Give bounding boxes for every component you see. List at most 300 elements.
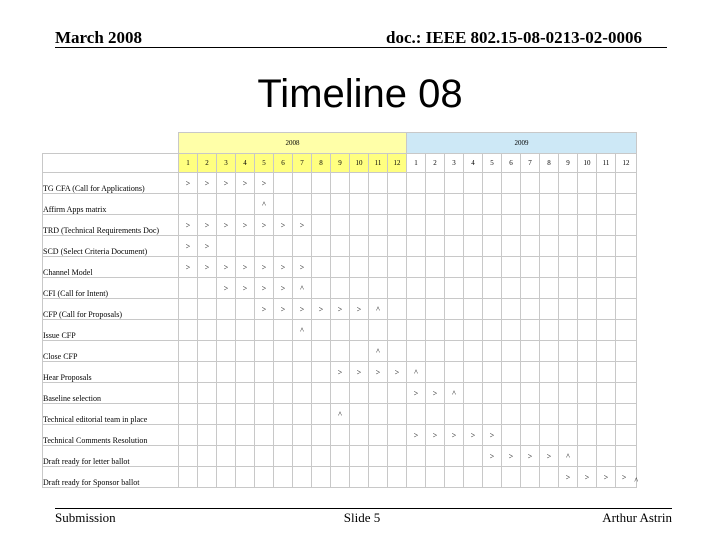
- timeline-cell: [445, 299, 464, 320]
- progress-marker: >: [350, 299, 369, 320]
- timeline-cell: [521, 362, 540, 383]
- milestone-marker: ^: [559, 446, 578, 467]
- timeline-cell: [312, 404, 331, 425]
- progress-marker: >: [198, 257, 217, 278]
- progress-marker: >: [236, 257, 255, 278]
- timeline-cell: [407, 341, 426, 362]
- timeline-cell: [255, 236, 274, 257]
- timeline-cell: [578, 173, 597, 194]
- timeline-cell: [616, 362, 637, 383]
- progress-marker: >: [445, 425, 464, 446]
- timeline-cell: [597, 257, 616, 278]
- month-header: 4: [236, 154, 255, 173]
- timeline-cell: [331, 215, 350, 236]
- timeline-cell: [236, 320, 255, 341]
- month-header: 4: [464, 154, 483, 173]
- month-header: 5: [483, 154, 502, 173]
- timeline-cell: [540, 467, 559, 488]
- timeline-cell: [445, 215, 464, 236]
- progress-marker: >: [236, 278, 255, 299]
- timeline-cell: [312, 425, 331, 446]
- month-header: 2: [426, 154, 445, 173]
- month-header: 3: [217, 154, 236, 173]
- timeline-cell: [559, 362, 578, 383]
- timeline-cell: [331, 341, 350, 362]
- timeline-cell: [578, 236, 597, 257]
- timeline-cell: [502, 299, 521, 320]
- month-header: 2: [198, 154, 217, 173]
- year-row-spacer: [43, 133, 179, 154]
- timeline-cell: [217, 383, 236, 404]
- progress-marker: >: [198, 173, 217, 194]
- footer-slide-number: Slide 5: [343, 510, 381, 525]
- timeline-cell: [369, 194, 388, 215]
- timeline-cell: [483, 173, 502, 194]
- timeline-cell: [540, 236, 559, 257]
- timeline-cell: [559, 341, 578, 362]
- timeline-cell: [274, 425, 293, 446]
- progress-marker: >: [540, 446, 559, 467]
- timeline-cell: [407, 194, 426, 215]
- timeline-cell: [255, 404, 274, 425]
- timeline-cell: [274, 383, 293, 404]
- timeline-cell: [597, 383, 616, 404]
- timeline-cell: [274, 194, 293, 215]
- task-label: SCD (Select Criteria Document): [43, 236, 179, 257]
- timeline-cell: [540, 341, 559, 362]
- timeline-cell: [331, 194, 350, 215]
- timeline-cell: [502, 404, 521, 425]
- timeline-cell: [483, 467, 502, 488]
- progress-marker: >: [179, 215, 198, 236]
- progress-marker: >: [293, 257, 312, 278]
- timeline-cell: [616, 257, 637, 278]
- timeline-cell: [198, 341, 217, 362]
- timeline-cell: [616, 236, 637, 257]
- timeline-cell: [521, 257, 540, 278]
- timeline-cell: [483, 278, 502, 299]
- timeline-cell: [464, 404, 483, 425]
- timeline-cell: [464, 341, 483, 362]
- timeline-cell: [350, 404, 369, 425]
- timeline-cell: [198, 362, 217, 383]
- timeline-cell: [179, 194, 198, 215]
- timeline-cell: [388, 320, 407, 341]
- timeline-cell: [179, 446, 198, 467]
- timeline-cell: [559, 383, 578, 404]
- month-header: 12: [616, 154, 637, 173]
- timeline-cell: [483, 320, 502, 341]
- timeline-cell: [312, 383, 331, 404]
- progress-marker: >: [217, 173, 236, 194]
- milestone-marker: ^: [255, 194, 274, 215]
- timeline-cell: [236, 467, 255, 488]
- timeline-cell: [369, 173, 388, 194]
- timeline-cell: [407, 299, 426, 320]
- timeline-cell: [597, 446, 616, 467]
- task-label: TG CFA (Call for Applications): [43, 173, 179, 194]
- month-header: 6: [502, 154, 521, 173]
- timeline-cell: [578, 257, 597, 278]
- timeline-cell: [312, 341, 331, 362]
- timeline-cell: [559, 299, 578, 320]
- timeline-cell: [293, 467, 312, 488]
- timeline-cell: [331, 173, 350, 194]
- task-label: Technical editorial team in place: [43, 404, 179, 425]
- timeline-cell: [426, 215, 445, 236]
- timeline-cell: [578, 362, 597, 383]
- timeline-cell: [350, 383, 369, 404]
- month-header: 3: [445, 154, 464, 173]
- timeline-cell: [312, 215, 331, 236]
- timeline-cell: [236, 446, 255, 467]
- timeline-cell: [559, 215, 578, 236]
- timeline-cell: [312, 236, 331, 257]
- timeline-cell: [616, 341, 637, 362]
- timeline-cell: [388, 236, 407, 257]
- timeline-cell: [293, 446, 312, 467]
- timeline-cell: [312, 194, 331, 215]
- timeline-cell: [445, 404, 464, 425]
- timeline-cell: [445, 173, 464, 194]
- timeline-cell: [616, 299, 637, 320]
- timeline-cell: [502, 341, 521, 362]
- timeline-cell: [255, 446, 274, 467]
- timeline-cell: [331, 236, 350, 257]
- timeline-cell: [198, 425, 217, 446]
- timeline-cell: [521, 383, 540, 404]
- timeline-cell: [217, 236, 236, 257]
- timeline-cell: [464, 362, 483, 383]
- timeline-cell: [369, 467, 388, 488]
- timeline-cell: [521, 320, 540, 341]
- timeline-cell: [445, 194, 464, 215]
- timeline-cell: [540, 257, 559, 278]
- timeline-cell: [179, 299, 198, 320]
- timeline-cell: [236, 362, 255, 383]
- timeline-cell: [255, 467, 274, 488]
- progress-marker: >: [198, 236, 217, 257]
- timeline-table: [42, 132, 637, 488]
- timeline-cell: [426, 194, 445, 215]
- timeline-cell: [616, 173, 637, 194]
- timeline-cell: [236, 383, 255, 404]
- timeline-cell: [559, 194, 578, 215]
- timeline-cell: [540, 425, 559, 446]
- timeline-cell: [426, 362, 445, 383]
- timeline-cell: [312, 320, 331, 341]
- timeline-cell: [597, 278, 616, 299]
- timeline-cell: [312, 362, 331, 383]
- timeline-cell: [426, 446, 445, 467]
- timeline-cell: [236, 404, 255, 425]
- timeline-cell: [445, 236, 464, 257]
- timeline-cell: [426, 236, 445, 257]
- timeline-cell: [464, 173, 483, 194]
- progress-marker: >: [578, 467, 597, 488]
- timeline-cell: [597, 320, 616, 341]
- timeline-cell: [407, 215, 426, 236]
- timeline-cell: [502, 257, 521, 278]
- timeline-cell: [483, 194, 502, 215]
- progress-marker: >: [521, 446, 540, 467]
- timeline-cell: [445, 446, 464, 467]
- timeline-cell: [312, 467, 331, 488]
- footer-submission: Submission: [55, 510, 116, 525]
- timeline-cell: [198, 278, 217, 299]
- timeline-cell: [597, 215, 616, 236]
- timeline-cell: [540, 299, 559, 320]
- year-header-2009: 2009: [407, 133, 637, 154]
- timeline-cell: [274, 362, 293, 383]
- task-label: CFP (Call for Proposals): [43, 299, 179, 320]
- timeline-cell: [597, 299, 616, 320]
- timeline-cell: [274, 236, 293, 257]
- timeline-cell: [407, 278, 426, 299]
- timeline-cell: [578, 194, 597, 215]
- timeline-cell: [578, 299, 597, 320]
- timeline-cell: [293, 383, 312, 404]
- timeline-cell: [369, 446, 388, 467]
- month-header: 10: [578, 154, 597, 173]
- timeline-cell: [217, 299, 236, 320]
- timeline-cell: [350, 446, 369, 467]
- timeline-cell: [274, 320, 293, 341]
- timeline-cell: [407, 173, 426, 194]
- timeline-cell: [388, 383, 407, 404]
- timeline-cell: [521, 341, 540, 362]
- timeline-cell: [426, 278, 445, 299]
- header-divider: [55, 47, 667, 48]
- timeline-cell: [236, 194, 255, 215]
- timeline-cell: [616, 383, 637, 404]
- timeline-cell: [274, 404, 293, 425]
- timeline-cell: [597, 425, 616, 446]
- timeline-cell: [559, 236, 578, 257]
- timeline-row: [43, 173, 637, 194]
- timeline-cell: [350, 173, 369, 194]
- timeline-row: [43, 425, 637, 446]
- progress-marker: >: [255, 299, 274, 320]
- month-header: 7: [521, 154, 540, 173]
- timeline-row: [43, 236, 637, 257]
- timeline-cell: [236, 425, 255, 446]
- timeline-cell: [445, 341, 464, 362]
- timeline-cell: [540, 320, 559, 341]
- timeline-cell: [559, 257, 578, 278]
- timeline-cell: [331, 320, 350, 341]
- timeline-cell: [426, 257, 445, 278]
- month-header: 5: [255, 154, 274, 173]
- timeline-cell: [521, 425, 540, 446]
- task-label: Issue CFP: [43, 320, 179, 341]
- timeline-cell: [312, 278, 331, 299]
- timeline-cell: [559, 320, 578, 341]
- timeline-row: [43, 320, 637, 341]
- timeline-cell: [331, 257, 350, 278]
- task-label: Close CFP: [43, 341, 179, 362]
- task-label: Draft ready for letter ballot: [43, 446, 179, 467]
- timeline-cell: [464, 278, 483, 299]
- timeline-cell: [369, 215, 388, 236]
- timeline-cell: [521, 173, 540, 194]
- month-header: 6: [274, 154, 293, 173]
- timeline-cell: [426, 341, 445, 362]
- timeline-cell: [179, 404, 198, 425]
- timeline-cell: [559, 278, 578, 299]
- timeline-cell: [350, 236, 369, 257]
- month-header: 9: [331, 154, 350, 173]
- timeline-cell: [407, 257, 426, 278]
- timeline-cell: [502, 215, 521, 236]
- timeline-cell: [312, 446, 331, 467]
- timeline-cell: [388, 404, 407, 425]
- timeline-cell: [445, 257, 464, 278]
- timeline-cell: [464, 299, 483, 320]
- timeline-cell: [464, 194, 483, 215]
- timeline-cell: [198, 320, 217, 341]
- progress-marker: >: [255, 215, 274, 236]
- timeline-cell: [540, 278, 559, 299]
- timeline-cell: [559, 404, 578, 425]
- timeline-cell: [350, 194, 369, 215]
- timeline-cell: [255, 320, 274, 341]
- progress-marker: >: [559, 467, 578, 488]
- timeline-row: [43, 194, 637, 215]
- timeline-cell: [521, 278, 540, 299]
- progress-marker: >: [179, 236, 198, 257]
- timeline-cell: [559, 425, 578, 446]
- progress-marker: >: [464, 425, 483, 446]
- timeline-cell: [407, 404, 426, 425]
- task-label: TRD (Technical Requirements Doc): [43, 215, 179, 236]
- timeline-cell: [179, 467, 198, 488]
- timeline-cell: [578, 341, 597, 362]
- timeline-cell: [483, 404, 502, 425]
- timeline-cell: [369, 257, 388, 278]
- timeline-cell: [198, 404, 217, 425]
- timeline-cell: [521, 467, 540, 488]
- timeline-cell: [502, 173, 521, 194]
- timeline-cell: [445, 467, 464, 488]
- task-label: Technical Comments Resolution: [43, 425, 179, 446]
- timeline-row: [43, 362, 637, 383]
- timeline-row: [43, 341, 637, 362]
- progress-marker: >: [255, 173, 274, 194]
- progress-marker: >: [255, 257, 274, 278]
- task-label: Draft ready for Sponsor ballot: [43, 467, 179, 488]
- progress-marker: >: [274, 257, 293, 278]
- timeline-cell: [578, 446, 597, 467]
- timeline-row: [43, 215, 637, 236]
- timeline-cell: [312, 257, 331, 278]
- timeline-row: [43, 299, 637, 320]
- header-doc-id: doc.: IEEE 802.15-08-0213-02-0006: [386, 28, 642, 47]
- progress-marker: >: [426, 383, 445, 404]
- timeline-cell: [578, 425, 597, 446]
- timeline-cell: [616, 278, 637, 299]
- footer-divider: [55, 508, 672, 509]
- timeline-cell: [236, 236, 255, 257]
- progress-marker: >: [274, 299, 293, 320]
- progress-marker: >: [293, 299, 312, 320]
- progress-marker: >: [217, 257, 236, 278]
- timeline-cell: [217, 341, 236, 362]
- timeline-cell: [483, 236, 502, 257]
- progress-marker: >: [179, 257, 198, 278]
- timeline-cell: [331, 383, 350, 404]
- timeline-cell: [198, 383, 217, 404]
- timeline-cell: [502, 467, 521, 488]
- month-header: 12: [388, 154, 407, 173]
- timeline-cell: [198, 446, 217, 467]
- timeline-cell: [331, 446, 350, 467]
- progress-marker: >: [483, 446, 502, 467]
- month-row-label: [43, 154, 179, 173]
- timeline-cell: [236, 341, 255, 362]
- timeline-cell: [540, 194, 559, 215]
- timeline-cell: [331, 467, 350, 488]
- timeline-cell: [578, 383, 597, 404]
- timeline-cell: [502, 194, 521, 215]
- timeline-cell: [597, 404, 616, 425]
- month-header: 10: [350, 154, 369, 173]
- task-label: CFI (Call for Intent): [43, 278, 179, 299]
- timeline-cell: [502, 320, 521, 341]
- progress-marker: >: [198, 215, 217, 236]
- timeline-cell: [331, 425, 350, 446]
- progress-marker: >: [331, 362, 350, 383]
- timeline-cell: [540, 383, 559, 404]
- progress-marker: >: [274, 215, 293, 236]
- progress-marker: >: [274, 278, 293, 299]
- progress-marker: >: [407, 425, 426, 446]
- timeline-cell: [179, 341, 198, 362]
- timeline-cell: [293, 425, 312, 446]
- timeline-cell: [350, 341, 369, 362]
- timeline-cell: [521, 404, 540, 425]
- timeline-cell: [388, 425, 407, 446]
- timeline-cell: [274, 446, 293, 467]
- progress-marker: >: [217, 278, 236, 299]
- timeline-cell: [407, 467, 426, 488]
- timeline-cell: [293, 404, 312, 425]
- timeline-cell: [521, 299, 540, 320]
- milestone-marker: ^: [369, 341, 388, 362]
- timeline-cell: [217, 194, 236, 215]
- timeline-cell: [274, 467, 293, 488]
- timeline-cell: [198, 194, 217, 215]
- timeline-row: [43, 467, 637, 488]
- timeline-cell: [350, 257, 369, 278]
- timeline-cell: [597, 362, 616, 383]
- timeline-cell: [616, 194, 637, 215]
- timeline-cell: [388, 446, 407, 467]
- timeline-cell: [483, 383, 502, 404]
- timeline-row: [43, 404, 637, 425]
- progress-marker: >: [502, 446, 521, 467]
- timeline-cell: [293, 194, 312, 215]
- timeline-cell: [502, 236, 521, 257]
- timeline-cell: [198, 467, 217, 488]
- progress-marker: >: [407, 383, 426, 404]
- timeline-cell: [578, 404, 597, 425]
- timeline-cell: [179, 278, 198, 299]
- timeline-cell: [274, 173, 293, 194]
- timeline-cell: [464, 215, 483, 236]
- timeline-cell: [179, 320, 198, 341]
- timeline-cell: [502, 278, 521, 299]
